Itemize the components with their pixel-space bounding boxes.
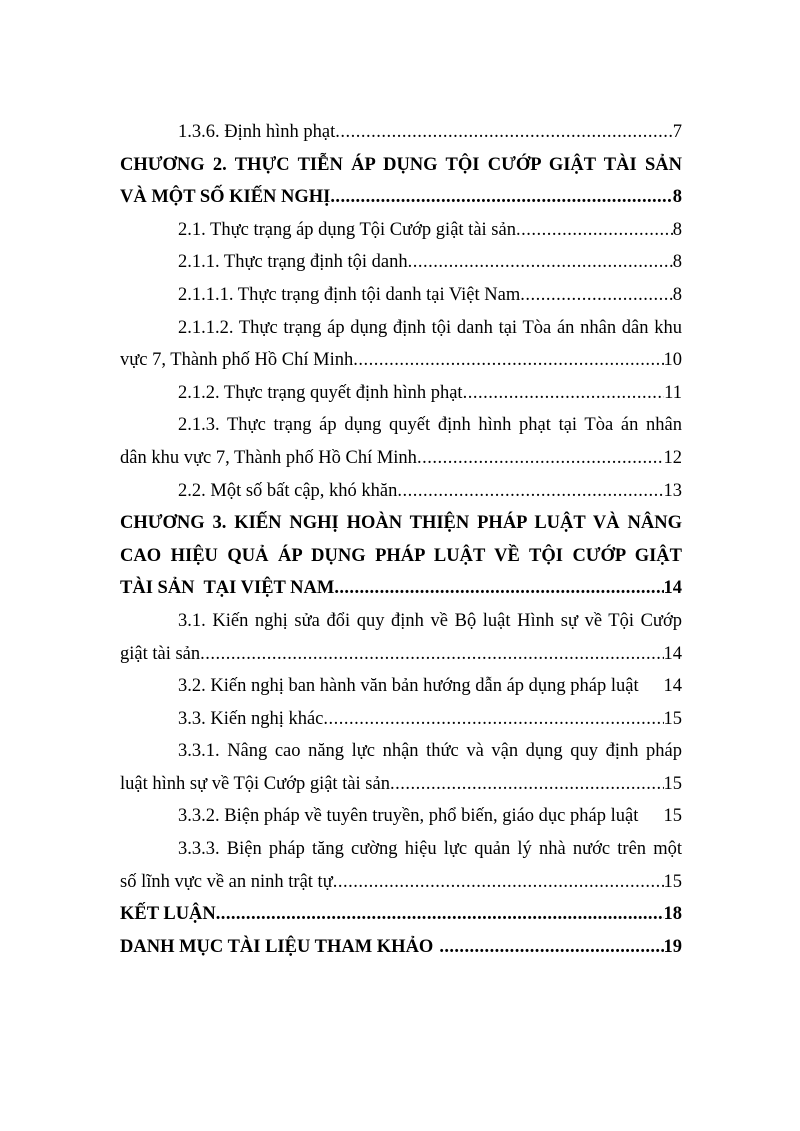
toc-entry-title: luật hình sự về Tội Cướp giật tài sản bbox=[120, 773, 390, 794]
dot-leader bbox=[330, 181, 672, 214]
toc-entry-title: 3.3.2. Biện pháp về tuyên truyền, phổ biến, giáo dục pháp luật bbox=[178, 806, 639, 827]
dot-leader bbox=[516, 214, 673, 247]
toc-entry[interactable] bbox=[120, 312, 682, 345]
dot-leader bbox=[323, 703, 663, 736]
toc-entry-continuation[interactable] bbox=[120, 866, 682, 899]
toc-entry[interactable] bbox=[120, 116, 682, 149]
dot-leader bbox=[216, 898, 664, 931]
toc-entry[interactable] bbox=[120, 214, 682, 247]
dot-leader bbox=[397, 475, 663, 508]
toc-entry-title: 1.3.6. Định hình phạt bbox=[178, 122, 336, 142]
toc-entry-continuation[interactable] bbox=[120, 442, 682, 475]
toc-entry-title: 2.1.1. Thực trạng định tội danh bbox=[178, 252, 408, 273]
toc-entry-title: vực 7, Thành phố Hồ Chí Minh bbox=[120, 350, 354, 371]
toc-chapter-heading[interactable] bbox=[120, 507, 682, 540]
toc-entry-title: 2.2. Một số bất cập, khó khăn bbox=[178, 480, 398, 501]
toc-entry-title: dân khu vực 7, Thành phố Hồ Chí Minh bbox=[120, 447, 417, 468]
toc-entry-title: 3.3.3. Biện pháp tăng cường hiệu lực quản lý nhà nước trên một bbox=[178, 839, 682, 860]
toc-entry[interactable] bbox=[120, 703, 682, 736]
toc-entry-title: 3.2. Kiến nghị ban hành văn bản hướng dẫn áp dụng pháp luật bbox=[178, 676, 639, 697]
toc-entry-title: CHƯƠNG 3. KIẾN NGHỊ HOÀN THIỆN PHÁP LUẬT VÀ NÂNG bbox=[120, 513, 682, 534]
toc-entry-title: 2.1.3. Thực trạng áp dụng quyết định hình phạt tại Tòa án nhân bbox=[178, 415, 682, 436]
toc-entry[interactable] bbox=[120, 833, 682, 866]
toc-entry-title: 2.1.2. Thực trạng quyết định hình phạt bbox=[178, 382, 463, 403]
toc-entry-continuation[interactable] bbox=[120, 344, 682, 377]
toc-chapter-heading[interactable] bbox=[120, 572, 682, 605]
toc-entry-title: KẾT LUẬN bbox=[120, 904, 216, 925]
toc-entry-title: DANH MỤC TÀI LIỆU THAM KHẢO bbox=[120, 936, 434, 957]
toc-entry[interactable] bbox=[120, 377, 682, 410]
toc-page-number: 19 bbox=[663, 936, 682, 957]
toc-page-number: 11 bbox=[664, 382, 682, 403]
toc-entry-title: 3.1. Kiến nghị sửa đổi quy định về Bộ luật Hình sự về Tội Cướp bbox=[178, 610, 682, 631]
toc-entry-title: 2.1.1.1. Thực trạng định tội danh tại Việt Nam bbox=[178, 284, 521, 305]
toc-entry-title: giật tài sản bbox=[120, 643, 201, 664]
toc-entry-title: 2.1. Thực trạng áp dụng Tội Cướp giật tài sản bbox=[178, 219, 516, 240]
dot-leader bbox=[408, 246, 673, 279]
toc-entry-title: VÀ MỘT SỐ KIẾN NGHỊ bbox=[120, 187, 331, 208]
toc-entry[interactable] bbox=[120, 800, 682, 833]
toc-page-number: 14 bbox=[663, 643, 682, 664]
toc-chapter-heading[interactable] bbox=[120, 149, 682, 182]
toc-entry-continuation[interactable] bbox=[120, 768, 682, 801]
toc-page-number: 13 bbox=[663, 480, 682, 501]
toc-entry-title: số lĩnh vực về an ninh trật tự bbox=[120, 871, 333, 892]
toc-page-number: 12 bbox=[663, 447, 682, 468]
dot-leader bbox=[335, 116, 673, 149]
dot-leader bbox=[200, 638, 663, 671]
dot-leader bbox=[433, 931, 663, 964]
toc-page-number: 15 bbox=[663, 806, 682, 827]
toc-page-number: 15 bbox=[663, 773, 682, 794]
dot-leader bbox=[333, 866, 664, 899]
toc-entry[interactable] bbox=[120, 279, 682, 312]
toc-entry-title: TÀI SẢN TẠI VIỆT NAM bbox=[120, 578, 335, 599]
toc-page-number: 8 bbox=[672, 252, 682, 273]
dot-leader bbox=[334, 572, 663, 605]
toc-entry-title: 2.1.1.2. Thực trạng áp dụng định tội danh tại Tòa án nhân dân khu bbox=[178, 317, 682, 338]
toc-page-number: 14 bbox=[663, 578, 682, 599]
toc-entry[interactable] bbox=[120, 409, 682, 442]
toc-chapter-heading[interactable] bbox=[120, 898, 682, 931]
toc-chapter-heading[interactable] bbox=[120, 540, 682, 573]
toc-entry[interactable] bbox=[120, 605, 682, 638]
toc-entry-title: CAO HIỆU QUẢ ÁP DỤNG PHÁP LUẬT VỀ TỘI CƯỚP GIẬT bbox=[120, 545, 682, 566]
toc-entry-title: 3.3.1. Nâng cao năng lực nhận thức và vận dụng quy định pháp bbox=[178, 741, 682, 762]
toc-chapter-heading[interactable] bbox=[120, 181, 682, 214]
toc-entry-continuation[interactable] bbox=[120, 638, 682, 671]
toc-entry[interactable] bbox=[120, 670, 682, 703]
toc-page-number: 10 bbox=[663, 350, 682, 371]
dot-leader bbox=[353, 344, 663, 377]
dot-leader bbox=[520, 279, 673, 312]
table-of-contents bbox=[120, 116, 682, 963]
toc-entry-title: CHƯƠNG 2. THỰC TIỄN ÁP DỤNG TỘI CƯỚP GIẬT TÀI SẢN bbox=[120, 154, 682, 175]
dot-leader bbox=[463, 377, 665, 410]
toc-page-number: 8 bbox=[672, 219, 682, 240]
toc-page-number: 15 bbox=[663, 708, 682, 729]
toc-page-number: 8 bbox=[672, 187, 682, 208]
toc-entry[interactable] bbox=[120, 246, 682, 279]
toc-page-number: 15 bbox=[663, 871, 682, 892]
toc-entry[interactable] bbox=[120, 475, 682, 508]
toc-page-number: 18 bbox=[663, 904, 682, 925]
toc-page-number: 8 bbox=[672, 284, 682, 305]
toc-entry-title: 3.3. Kiến nghị khác bbox=[178, 708, 324, 729]
toc-page-number: 7 bbox=[672, 122, 682, 142]
toc-page-number: 14 bbox=[663, 676, 682, 697]
dot-leader bbox=[417, 442, 664, 475]
toc-chapter-heading[interactable] bbox=[120, 931, 682, 964]
dot-leader bbox=[390, 768, 664, 801]
toc-entry[interactable] bbox=[120, 735, 682, 768]
